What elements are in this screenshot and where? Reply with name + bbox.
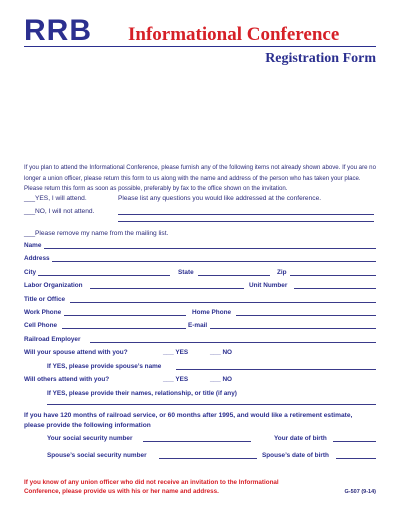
questions-line-2[interactable] xyxy=(118,221,374,222)
work-phone-label: Work Phone xyxy=(24,309,62,316)
city-label: City xyxy=(24,269,37,276)
address-label: Address xyxy=(24,255,50,262)
spouse-dob-field[interactable] xyxy=(336,458,376,459)
zip-field[interactable] xyxy=(290,275,376,276)
spouse-name-field[interactable] xyxy=(176,369,376,370)
title-office-field[interactable] xyxy=(70,302,376,303)
email-label: E-mail xyxy=(188,322,208,329)
ssn-field[interactable] xyxy=(143,441,251,442)
dob-field[interactable] xyxy=(333,441,376,442)
home-phone-label: Home Phone xyxy=(192,309,232,316)
email-field[interactable] xyxy=(210,328,376,329)
spouse-dob-label: Spouse’s date of birth xyxy=(262,452,329,459)
spouse-ssn-label: Spouse’s social security number xyxy=(47,452,147,459)
address-field[interactable] xyxy=(52,261,376,262)
name-field[interactable] xyxy=(44,248,376,249)
retirement-estimate-text: If you have 120 months of railroad service, or 60 months after 1995, and would like a retirement estimate, please provide the following information xyxy=(24,412,353,429)
spouse-name-label: If YES, please provide spouse’s name xyxy=(47,363,162,370)
form-title: Informational Conference xyxy=(128,24,340,45)
cell-phone-label: Cell Phone xyxy=(24,322,58,329)
header-rule xyxy=(24,46,376,47)
spouse-ssn-field[interactable] xyxy=(159,458,257,459)
state-field[interactable] xyxy=(198,275,270,276)
work-phone-field[interactable] xyxy=(64,315,186,316)
attend-no-option[interactable]: ___NO, I will not attend. xyxy=(24,208,95,215)
labor-org-field[interactable] xyxy=(90,288,244,289)
labor-org-label: Labor Organization xyxy=(24,282,83,289)
rrb-logo: RRB xyxy=(24,14,92,47)
cell-phone-field[interactable] xyxy=(62,328,186,329)
questions-label: Please list any questions you would like addressed at the conference. xyxy=(118,195,322,202)
spouse-no-option[interactable]: ___ NO xyxy=(210,349,233,356)
others-yes-option[interactable]: ___ YES xyxy=(163,376,189,383)
employer-label: Railroad Employer xyxy=(24,336,81,343)
unit-number-field[interactable] xyxy=(294,288,376,289)
name-label: Name xyxy=(24,242,42,249)
questions-line-1[interactable] xyxy=(118,214,374,215)
state-label: State xyxy=(178,269,194,276)
remove-mailing-option[interactable]: ___Please remove my name from the mailing list. xyxy=(24,230,169,237)
home-phone-field[interactable] xyxy=(236,315,376,316)
title-office-label: Title or Office xyxy=(24,296,66,303)
others-names-field[interactable] xyxy=(47,404,376,405)
dob-label: Your date of birth xyxy=(274,435,327,442)
city-field[interactable] xyxy=(38,275,170,276)
attend-yes-option[interactable]: ___YES, I will attend. xyxy=(24,195,87,202)
ssn-label: Your social security number xyxy=(47,435,133,442)
zip-label: Zip xyxy=(277,269,287,276)
employer-field[interactable] xyxy=(90,342,376,343)
others-names-label: If YES, please provide their names, relationship, or title (if any) xyxy=(47,390,237,397)
form-subtitle: Registration Form xyxy=(265,51,376,66)
unit-number-label: Unit Number xyxy=(249,282,288,289)
spouse-yes-option[interactable]: ___ YES xyxy=(163,349,189,356)
others-question: Will others attend with you? xyxy=(24,376,110,383)
spouse-question: Will your spouse attend with you? xyxy=(24,349,128,356)
intro-text: If you plan to attend the Informational Conference, please furnish any of the following items not already shown above. If you are no longer a union officer, please return this form to us along with the name and address of the person who has taken your place. Please return this form as soon as possible, preferably by fax to the office shown on the invitation. xyxy=(24,164,376,192)
footer-note: If you know of any union officer who did not receive an invitation to the Informational Conference, please provide us with his or her name and address. xyxy=(24,479,279,495)
form-number: G-507 (9-14) xyxy=(344,489,376,495)
others-no-option[interactable]: ___ NO xyxy=(210,376,233,383)
